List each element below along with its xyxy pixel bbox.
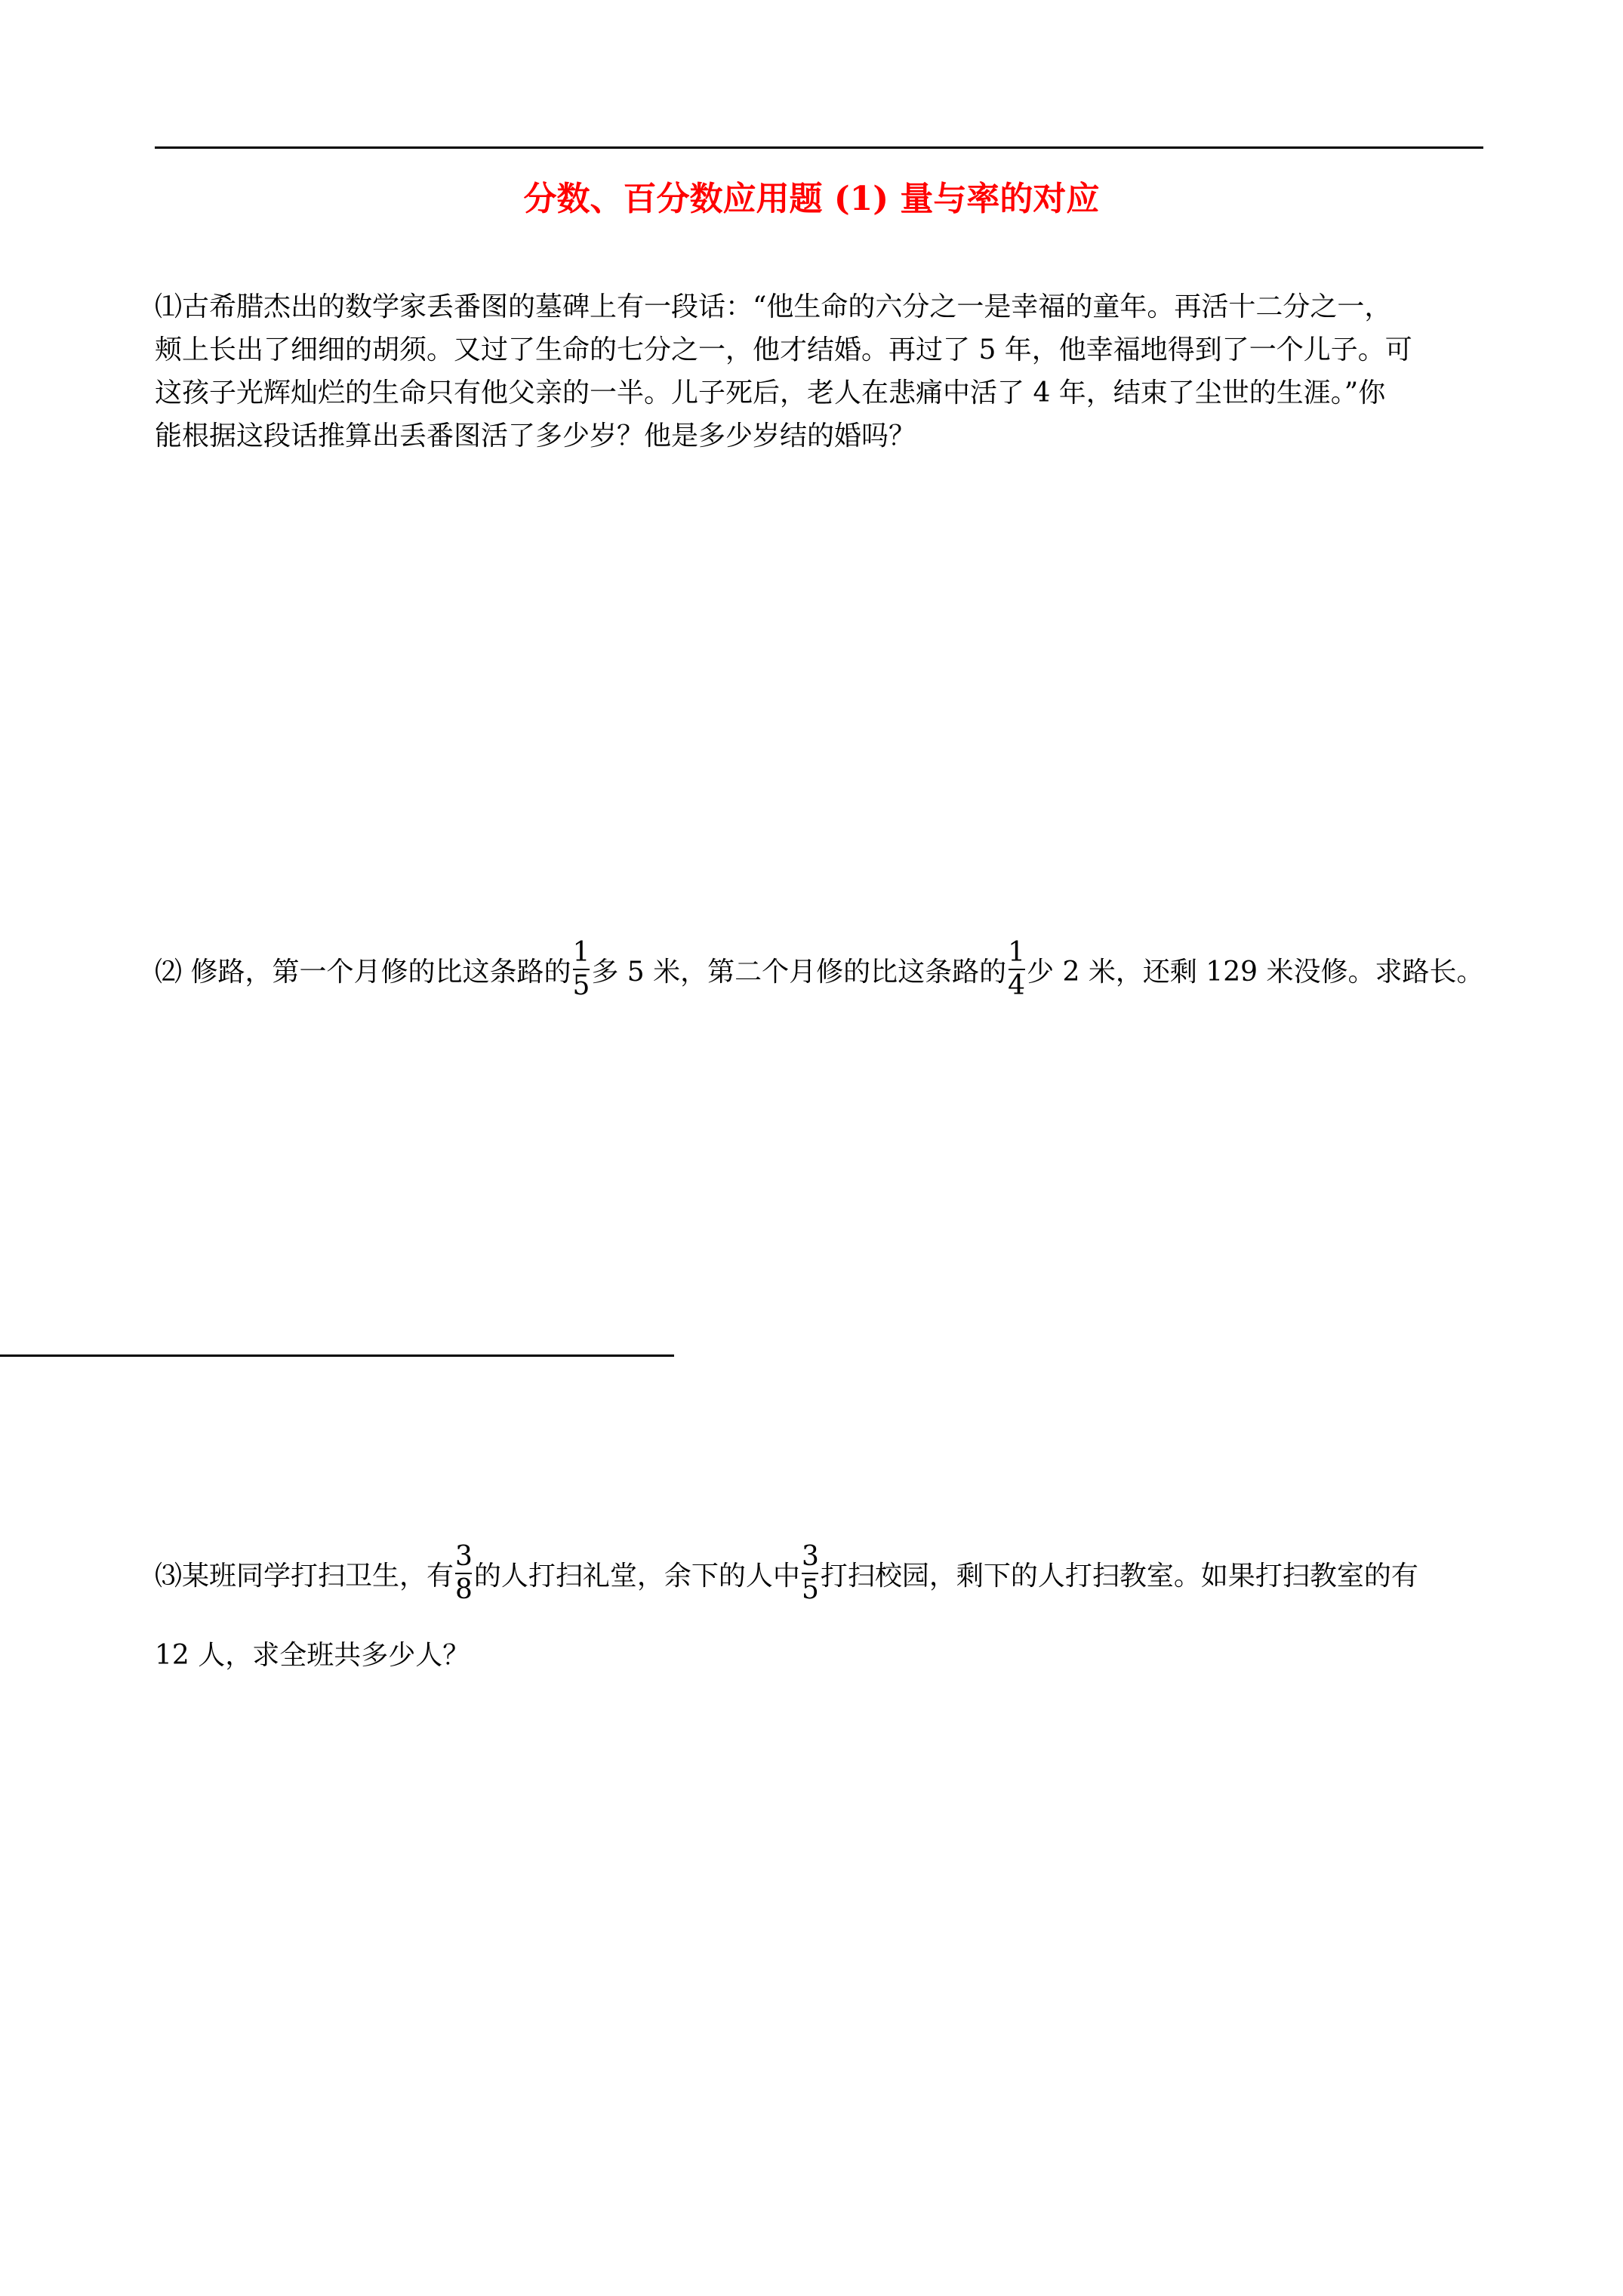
fraction-numerator: 1 bbox=[572, 937, 590, 968]
top-divider bbox=[155, 146, 1483, 149]
problem-1-line: 这孩子光辉灿烂的生命只有他父亲的一半。儿子死后，老人在悲痛中活了 4 年，结束了尘世的生涯。”你 bbox=[155, 378, 1386, 408]
page-title: 分数、百分数应用题 (1) 量与率的对应 bbox=[523, 180, 1100, 218]
fraction bbox=[802, 1541, 819, 1606]
section-divider bbox=[0, 1354, 674, 1357]
problem-1-line: 颊上长出了细细的胡须。又过了生命的七分之一，他才结婚。再过了 5 年，他幸福地得到了一个儿子。可 bbox=[155, 334, 1412, 365]
fraction-denominator: 5 bbox=[572, 970, 590, 1001]
problem-1 bbox=[155, 285, 1412, 458]
problem-2 bbox=[155, 928, 1483, 1011]
problem-3-continuation: 12 人，求全班共多少人？ bbox=[155, 1640, 470, 1671]
fraction bbox=[1008, 937, 1025, 1002]
problem-2-text: ⑵ 修路，第一个月修的比这条路的 bbox=[155, 956, 571, 988]
problem-3 bbox=[155, 1532, 1418, 1615]
fraction-numerator: 1 bbox=[1008, 937, 1026, 968]
fraction-denominator: 8 bbox=[455, 1574, 473, 1605]
fraction bbox=[572, 937, 590, 1002]
problem-3-text: 的人打扫礼堂，余下的人中 bbox=[473, 1560, 800, 1592]
fraction-numerator: 3 bbox=[801, 1541, 819, 1572]
fraction-denominator: 5 bbox=[801, 1574, 819, 1605]
problem-1-line: ⑴古希腊杰出的数学家丢番图的墓碑上有一段话：“他生命的六分之一是幸福的童年。再活十二分之一， bbox=[155, 291, 1392, 322]
fraction bbox=[455, 1541, 473, 1606]
fraction-denominator: 4 bbox=[1008, 970, 1026, 1001]
problem-2-text: 少 2 米，还剩 129 米没修。求路长。 bbox=[1027, 956, 1484, 988]
problem-3-text: 打扫校园，剩下的人打扫教室。如果打扫教室的有 bbox=[820, 1560, 1418, 1592]
problem-3-text: ⑶某班同学打扫卫生，有 bbox=[155, 1560, 454, 1592]
fraction-numerator: 3 bbox=[455, 1541, 473, 1572]
problem-1-line: 能根据这段话推算出丢番图活了多少岁？他是多少岁结的婚吗？ bbox=[155, 421, 916, 451]
problem-2-text: 多 5 米，第二个月修的比这条路的 bbox=[591, 956, 1007, 988]
